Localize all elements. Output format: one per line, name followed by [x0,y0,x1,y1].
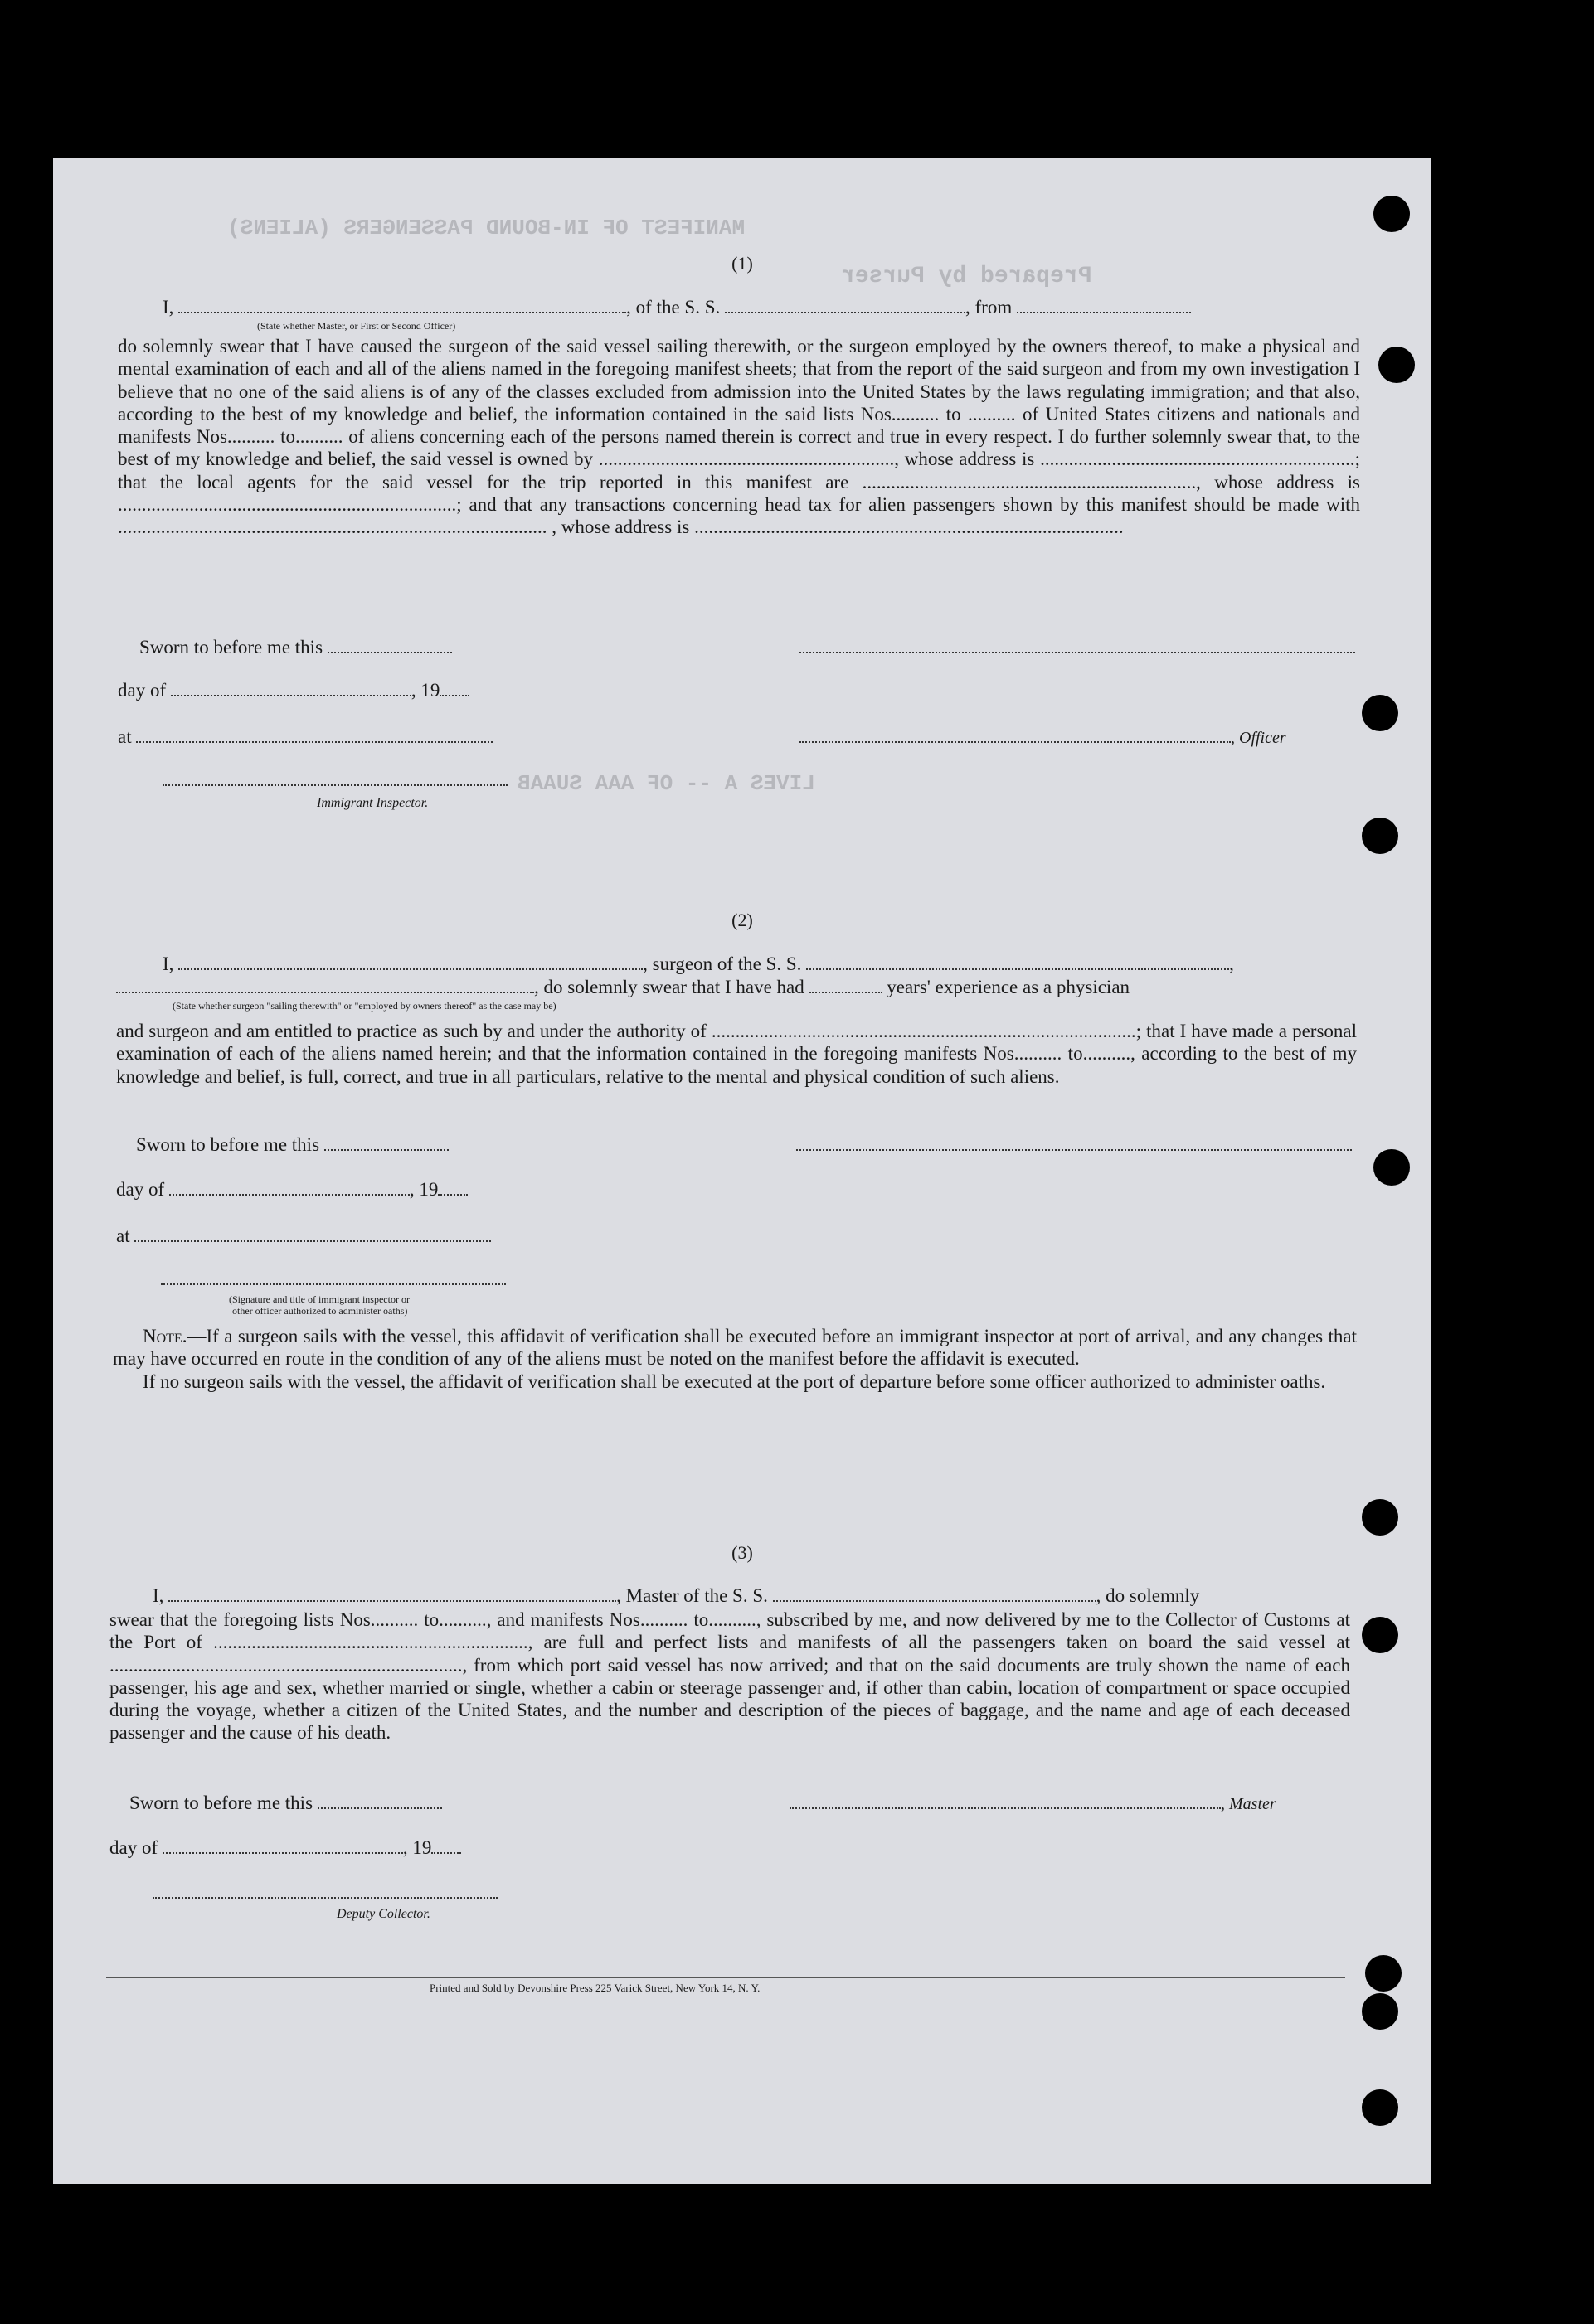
day-line: day of , 19 [116,1179,468,1201]
binding-hole [1362,1617,1398,1653]
day-line: day of , 19 [109,1837,461,1859]
binding-hole [1362,1993,1398,2030]
binding-hole [1362,2089,1398,2126]
inspector-signature-line [161,1269,506,1290]
declarant-line: I, , of the S. S. , from [163,297,1191,318]
collector-signature-line [153,1882,498,1904]
affidavit-body: and surgeon and am entitled to practice as such by and under the authority of .........................................................................................; that I have made a personal examination of each of the aliens named herein; and that the information contained in the foregoing manifests Nos.......... to.........., according to the best of my knowledge and belief, is full, correct, and true in all particulars, relative to the mental and physical condition of such aliens. [116,1021,1357,1087]
collector-title: Deputy Collector. [337,1907,430,1921]
binding-hole [1378,347,1415,383]
binding-hole [1362,695,1398,731]
inspector-title: Immigrant Inspector. [317,796,429,810]
signature-line [799,637,1355,658]
field-caption: (State whether Master, or First or Second Officer) [257,320,456,332]
signature-line [796,1134,1352,1156]
binding-hole [1373,196,1410,232]
day-line: day of , 19 [118,680,469,701]
sworn-line: Sworn to before me this [139,637,452,658]
master-signature-line: , Master [790,1793,1276,1814]
inspector-signature-line [163,769,508,791]
at-line: at [116,1225,491,1247]
affidavit-body: do solemnly swear that I have caused the surgeon of the said vessel sailing therewith, or the surgeon employed by the owners thereof, to make a physical and mental examination of each and all of the aliens named in the foregoing manifest sheets; that from the report of the said surgeon and from my own investigation I believe that no one of the said aliens is of any of the classes excluded from admission into the United States by the laws regulating immigration; and that also, according to the best of my knowledge and belief, the information contained in the said lists Nos.......... to .......... of United States citizens and nationals and manifests Nos.......... to.......... of aliens concerning each of the persons named therein is correct and true in every respect. I do further solemnly swear that, to the best of my knowledge and belief, the said vessel is owned by .............................................................., whose address is ..................................................................; that the local agents for the said vessel for the trip reported in this manifest are ......................................................................, whose address is .......................................................................; and that any transactions concerning head tax for alien passengers shown by this manifest should be made with .......................................................................................... , whose address is .......................................................................................... [118,336,1360,538]
experience-line: , do solemnly swear that I have had years' experience as a physician [116,977,1130,998]
note-text: If no surgeon sails with the vessel, the affidavit of verification shall be executed at the port of departure before some officer authorized to administer oaths. [143,1371,1326,1392]
footer-rule [106,1977,1345,1978]
signature-caption: other officer authorized to administer oaths) [232,1305,408,1317]
note-text: —If a surgeon sails with the vessel, this affidavit of verification shall be executed before an immigrant inspector at port of arrival, and any changes that may have occurred en route in the condition of any of the aliens must be noted on the manifest before the affidavit is executed. [113,1326,1357,1370]
section-number: (3) [731,1542,753,1563]
sworn-line: Sworn to before me this [129,1793,442,1814]
officer-signature-line: , Officer [799,726,1286,748]
printer-imprint: Printed and Sold by Devonshire Press 225 Varick Street, New York 14, N. Y. [430,1982,761,1994]
surgeon-line: I, , surgeon of the S. S. , [163,953,1234,974]
binding-hole [1365,1955,1402,1992]
note-block [113,1325,1357,1393]
signature-caption: (Signature and title of immigrant inspector or [229,1293,410,1305]
at-line: at [118,726,493,748]
manifest-affidavit-page [53,158,1431,2184]
affidavit-body: swear that the foregoing lists Nos.......... to.........., and manifests Nos.......... to.........., subscribed by me, and now delivered by me to the Collector of Customs at the Port of .................................................................., are full and perfect lists and manifests of all the passengers taken on board the said vessel at .........................................................................., from which port said vessel has now arrived; and that on the said documents are truly shown the name of each passenger, his age and sex, whether married or single, whether a cabin or steerage passenger and, if other than cabin, location of compartment or space occupied during the voyage, whether a citizen of the United States, and the number and description of the pieces of baggage, and the name and age of each deceased passenger and the cause of his death. [109,1609,1350,1744]
bleed-through-text: LIVES A -- OF AAA SUAAB [518,771,815,796]
master-line: I, , Master of the S. S. , do solemnly [153,1585,1200,1606]
sworn-line: Sworn to before me this [136,1134,449,1156]
binding-hole [1362,818,1398,854]
binding-hole [1362,1499,1398,1536]
bleed-through-text: Prepared by Purser [841,264,1092,289]
binding-hole [1373,1149,1410,1186]
note-label: Note. [143,1326,187,1346]
bleed-through-text: MANIFEST OF IN-BOUND PASSENGERS (ALIENS) [227,216,746,240]
field-caption: (State whether surgeon "sailing therewith" or "employed by owners thereof" as the case may be) [173,1000,556,1012]
section-number: (2) [731,910,753,930]
section-number: (1) [731,253,753,274]
